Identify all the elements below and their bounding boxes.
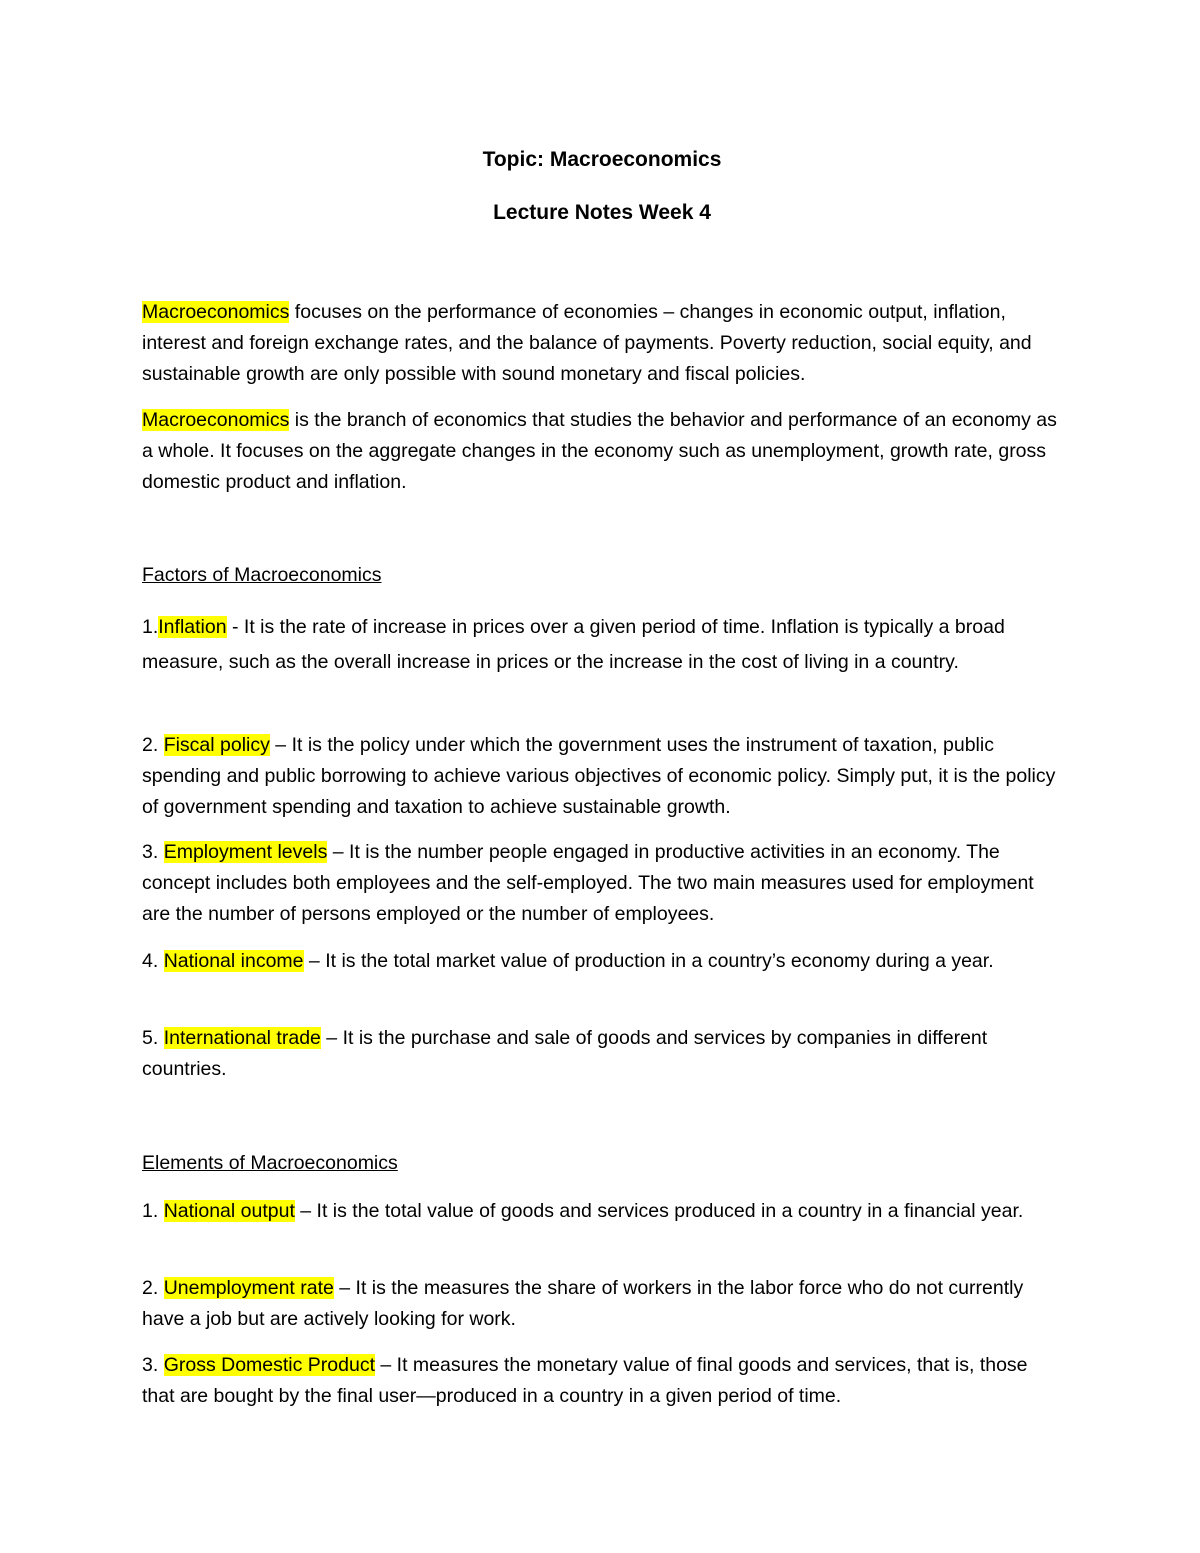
highlighted-term: Inflation	[158, 616, 227, 638]
factor-item-1	[142, 610, 1062, 680]
paragraph-text: is the branch of economics that studies the behavior and performance of an economy as a whole. It focuses on the aggregate changes in the economy such as unemployment, growth rate, gross domestic product and inflation.	[142, 409, 1057, 493]
item-text: – It measures the monetary value of final goods and services, that is, those that are bought by the final user—produced in a country in a given period of time.	[142, 1354, 1028, 1407]
item-number: 2.	[142, 1277, 164, 1299]
factor-item-4	[142, 946, 1062, 977]
item-number: 2.	[142, 734, 164, 756]
item-text: – It is the total market value of production in a country’s economy during a year.	[303, 950, 994, 972]
factor-item-5	[142, 1023, 1062, 1085]
element-item-2	[142, 1273, 1062, 1335]
document-subtitle: Lecture Notes Week 4	[493, 201, 711, 224]
highlighted-term: Gross Domestic Product	[163, 1354, 375, 1376]
factors-heading: Factors of Macroeconomics	[142, 564, 382, 586]
item-number: 3.	[142, 841, 164, 863]
item-text: - It is the rate of increase in prices over a given period of time. Inflation is typically a broad measure, such as the overall increase in prices or the increase in the cost of living in a country.	[142, 616, 1005, 673]
item-text: – It is the total value of goods and services produced in a country in a financial year.	[294, 1200, 1024, 1222]
highlighted-term: Fiscal policy	[163, 734, 270, 756]
highlighted-term: National income	[163, 950, 304, 972]
document-title: Topic: Macroeconomics	[482, 148, 722, 171]
item-number: 3.	[142, 1354, 164, 1376]
highlighted-term: International trade	[163, 1027, 321, 1049]
item-text: – It is the purchase and sale of goods and services by companies in different countries.	[142, 1027, 988, 1080]
highlighted-term: Unemployment rate	[163, 1277, 334, 1299]
highlighted-term: Macroeconomics	[142, 301, 290, 323]
paragraph-text: focuses on the performance of economies – changes in economic output, inflation, interest and foreign exchange rates, and the balance of payments. Poverty reduction, social equity, and sustainable growth are only possible with sound monetary and fiscal policies.	[142, 301, 1032, 385]
elements-heading: Elements of Macroeconomics	[142, 1152, 398, 1174]
intro-paragraph-1	[142, 297, 1062, 390]
element-item-3	[142, 1350, 1062, 1412]
factor-item-3	[142, 837, 1062, 930]
item-number: 5.	[142, 1027, 164, 1049]
item-number: 1.	[142, 1200, 164, 1222]
intro-paragraph-2	[142, 405, 1062, 498]
highlighted-term: Employment levels	[163, 841, 328, 863]
highlighted-term: National output	[163, 1200, 295, 1222]
element-item-1	[142, 1196, 1062, 1227]
factor-item-2	[142, 730, 1062, 823]
item-text: – It is the policy under which the government uses the instrument of taxation, public spending and public borrowing to achieve various objectives of economic policy. Simply put, it is the policy of government spending and taxation to achieve sustainable growth.	[142, 734, 1056, 818]
item-number: 4.	[142, 950, 164, 972]
item-text: – It is the measures the share of workers in the labor force who do not currently have a job but are actively looking for work.	[142, 1277, 1024, 1330]
item-number: 1.	[142, 616, 159, 638]
highlighted-term: Macroeconomics	[142, 409, 290, 431]
item-text: – It is the number people engaged in productive activities in an economy. The concept includes both employees and the self-employed. The two main measures used for employment are the number of persons employed or the number of employees.	[142, 841, 1034, 925]
document-page	[142, 0, 1062, 1553]
